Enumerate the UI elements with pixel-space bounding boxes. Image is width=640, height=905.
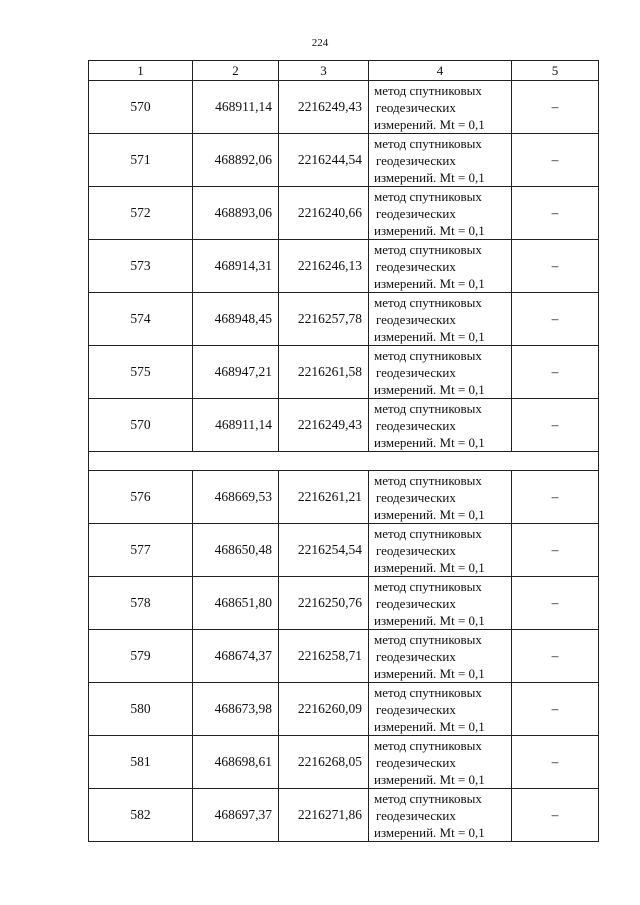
accuracy-dash-cell: – (512, 789, 599, 842)
method-line: измерений. Mt = 0,1 (374, 116, 485, 132)
y-coordinate-cell: 2216240,66 (279, 187, 369, 240)
method-line: измерений. Mt = 0,1 (374, 275, 485, 291)
y-coordinate-cell: 2216261,58 (279, 346, 369, 399)
method-line: измерений. Mt = 0,1 (374, 434, 485, 450)
method-line: геодезических (376, 595, 456, 611)
method-line: геодезических (376, 542, 456, 558)
accuracy-dash-cell: – (512, 81, 599, 134)
header-col-5: 5 (512, 61, 599, 81)
y-coordinate-cell: 2216249,43 (279, 81, 369, 134)
point-number-cell: 570 (89, 399, 193, 452)
table-row (89, 187, 599, 240)
method-line: метод спутниковых (374, 525, 482, 541)
method-line: измерений. Mt = 0,1 (374, 169, 485, 185)
x-coordinate-cell: 468698,61 (193, 736, 279, 789)
method-line: геодезических (376, 258, 456, 274)
y-coordinate-cell: 2216260,09 (279, 683, 369, 736)
x-coordinate-cell: 468651,80 (193, 577, 279, 630)
point-number-cell: 577 (89, 524, 193, 577)
point-number-cell: 576 (89, 471, 193, 524)
x-coordinate-cell: 468893,06 (193, 187, 279, 240)
accuracy-dash-cell: – (512, 736, 599, 789)
x-coordinate-cell: 468911,14 (193, 399, 279, 452)
method-line: измерений. Mt = 0,1 (374, 328, 485, 344)
method-line: геодезических (376, 807, 456, 823)
x-coordinate-cell: 468669,53 (193, 471, 279, 524)
point-number-cell: 573 (89, 240, 193, 293)
y-coordinate-cell: 2216258,71 (279, 630, 369, 683)
table-row (89, 736, 599, 789)
y-coordinate-cell: 2216244,54 (279, 134, 369, 187)
method-line: метод спутниковых (374, 472, 482, 488)
point-number-cell: 582 (89, 789, 193, 842)
method-line: измерений. Mt = 0,1 (374, 559, 485, 575)
accuracy-dash-cell: – (512, 683, 599, 736)
point-number-cell: 580 (89, 683, 193, 736)
method-line: метод спутниковых (374, 578, 482, 594)
table-row (89, 81, 599, 134)
table-row (89, 471, 599, 524)
point-number-cell: 574 (89, 293, 193, 346)
x-coordinate-cell: 468697,37 (193, 789, 279, 842)
method-line: метод спутниковых (374, 684, 482, 700)
method-cell (369, 789, 512, 842)
table-row (89, 346, 599, 399)
method-line: измерений. Mt = 0,1 (374, 665, 485, 681)
header-col-4: 4 (369, 61, 512, 81)
method-line: геодезических (376, 417, 456, 433)
method-line: измерений. Mt = 0,1 (374, 612, 485, 628)
method-line: метод спутниковых (374, 241, 482, 257)
method-cell (369, 240, 512, 293)
table-row (89, 577, 599, 630)
accuracy-dash-cell: – (512, 134, 599, 187)
header-col-2: 2 (193, 61, 279, 81)
coordinates-table-body (89, 61, 599, 842)
table-row (89, 293, 599, 346)
method-cell (369, 471, 512, 524)
method-cell (369, 293, 512, 346)
header-col-1: 1 (89, 61, 193, 81)
method-line: метод спутниковых (374, 737, 482, 753)
method-line: измерений. Mt = 0,1 (374, 506, 485, 522)
method-line: метод спутниковых (374, 347, 482, 363)
point-number-cell: 572 (89, 187, 193, 240)
point-number-cell: 570 (89, 81, 193, 134)
y-coordinate-cell: 2216246,13 (279, 240, 369, 293)
method-line: геодезических (376, 99, 456, 115)
method-line: измерений. Mt = 0,1 (374, 718, 485, 734)
table-row (89, 683, 599, 736)
accuracy-dash-cell: – (512, 471, 599, 524)
method-cell (369, 630, 512, 683)
x-coordinate-cell: 468650,48 (193, 524, 279, 577)
method-cell (369, 399, 512, 452)
method-line: измерений. Mt = 0,1 (374, 222, 485, 238)
method-line: метод спутниковых (374, 400, 482, 416)
method-line: геодезических (376, 489, 456, 505)
method-line: геодезических (376, 311, 456, 327)
table-row (89, 524, 599, 577)
accuracy-dash-cell: – (512, 293, 599, 346)
accuracy-dash-cell: – (512, 187, 599, 240)
table-row (89, 134, 599, 187)
method-line: метод спутниковых (374, 790, 482, 806)
method-line: метод спутниковых (374, 294, 482, 310)
table-row (89, 399, 599, 452)
method-line: геодезических (376, 701, 456, 717)
x-coordinate-cell: 468948,45 (193, 293, 279, 346)
group-separator-cell (89, 452, 599, 471)
method-cell (369, 346, 512, 399)
method-line: метод спутниковых (374, 188, 482, 204)
x-coordinate-cell: 468674,37 (193, 630, 279, 683)
header-col-3: 3 (279, 61, 369, 81)
x-coordinate-cell: 468911,14 (193, 81, 279, 134)
method-line: геодезических (376, 364, 456, 380)
table-row (89, 240, 599, 293)
method-line: геодезических (376, 648, 456, 664)
accuracy-dash-cell: – (512, 399, 599, 452)
x-coordinate-cell: 468892,06 (193, 134, 279, 187)
method-cell (369, 134, 512, 187)
x-coordinate-cell: 468914,31 (193, 240, 279, 293)
point-number-cell: 575 (89, 346, 193, 399)
y-coordinate-cell: 2216257,78 (279, 293, 369, 346)
method-cell (369, 187, 512, 240)
method-cell (369, 577, 512, 630)
method-line: измерений. Mt = 0,1 (374, 381, 485, 397)
x-coordinate-cell: 468673,98 (193, 683, 279, 736)
method-line: геодезических (376, 205, 456, 221)
y-coordinate-cell: 2216249,43 (279, 399, 369, 452)
x-coordinate-cell: 468947,21 (193, 346, 279, 399)
method-cell (369, 683, 512, 736)
accuracy-dash-cell: – (512, 630, 599, 683)
coordinates-table (88, 60, 599, 842)
page-number: 224 (311, 37, 329, 49)
accuracy-dash-cell: – (512, 240, 599, 293)
point-number-cell: 571 (89, 134, 193, 187)
y-coordinate-cell: 2216271,86 (279, 789, 369, 842)
accuracy-dash-cell: – (512, 346, 599, 399)
method-line: геодезических (376, 754, 456, 770)
table-row (89, 630, 599, 683)
table-row (89, 789, 599, 842)
y-coordinate-cell: 2216261,21 (279, 471, 369, 524)
y-coordinate-cell: 2216268,05 (279, 736, 369, 789)
method-cell (369, 81, 512, 134)
y-coordinate-cell: 2216250,76 (279, 577, 369, 630)
method-line: метод спутниковых (374, 82, 482, 98)
group-separator-row (89, 452, 599, 471)
point-number-cell: 578 (89, 577, 193, 630)
method-line: измерений. Mt = 0,1 (374, 824, 485, 840)
method-line: метод спутниковых (374, 631, 482, 647)
method-line: геодезических (376, 152, 456, 168)
method-cell (369, 524, 512, 577)
header-row (89, 61, 599, 81)
accuracy-dash-cell: – (512, 577, 599, 630)
method-line: измерений. Mt = 0,1 (374, 771, 485, 787)
method-cell (369, 736, 512, 789)
method-line: метод спутниковых (374, 135, 482, 151)
point-number-cell: 579 (89, 630, 193, 683)
y-coordinate-cell: 2216254,54 (279, 524, 369, 577)
point-number-cell: 581 (89, 736, 193, 789)
accuracy-dash-cell: – (512, 524, 599, 577)
